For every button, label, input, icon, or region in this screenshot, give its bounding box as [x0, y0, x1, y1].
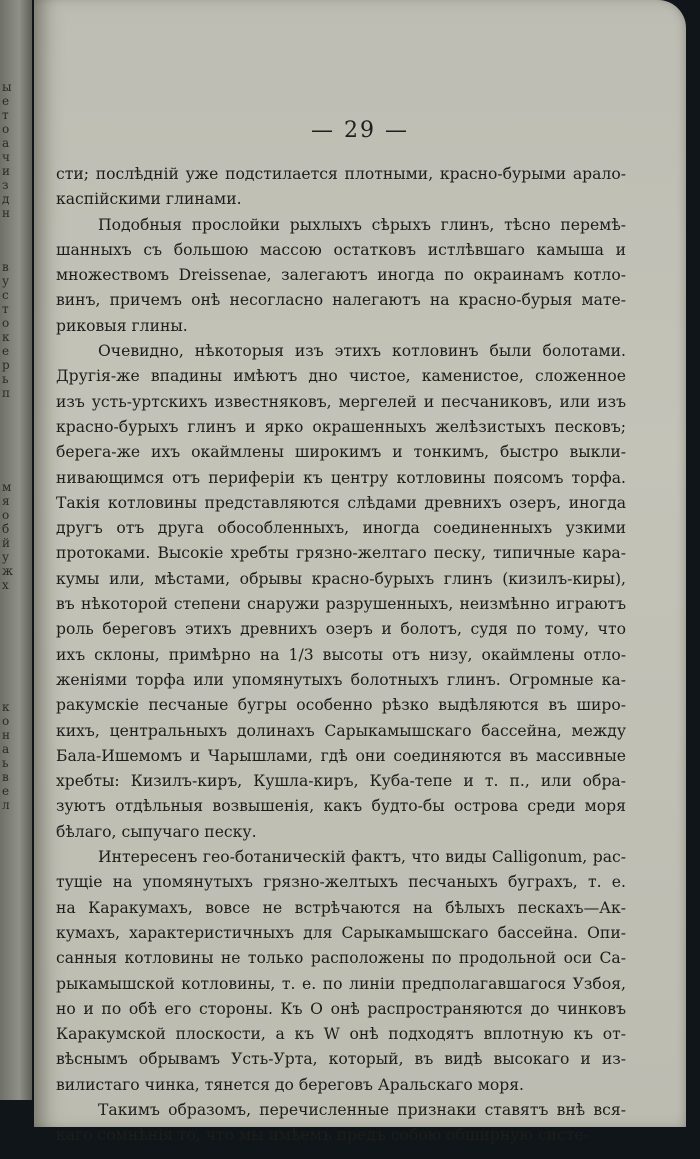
- text-line: вилистаго чинка, тянется до береговъ Аральскаго моря.: [56, 1075, 524, 1094]
- book-page: [34, 0, 686, 1145]
- page-number: — 29 —: [311, 118, 409, 143]
- text-line: кумахъ, характеристичныхъ для Сарыкамышскаго бассейна. Опи-: [56, 923, 626, 942]
- text-line: Такимъ образомъ, перечисленные признаки ставятъ внѣ вся-: [98, 1100, 626, 1119]
- paragraph: [56, 845, 626, 1098]
- text-line: Другія-же впадины имѣютъ дно чистое, каменистое, сложенное: [56, 367, 626, 386]
- text-line: красно-бурыхъ глинъ и ярко окрашенныхъ желѣзистыхъ песковъ;: [56, 417, 626, 436]
- paragraph: [56, 339, 626, 845]
- text-line: вѣснымъ обрывамъ Усть-Урта, который, въ видѣ высокаго и из-: [56, 1050, 626, 1069]
- text-line: рыкамышской котловины, т. е. по линіи предполагавшагося Узбоя,: [56, 974, 626, 993]
- text-line: хребты: Кизилъ-киръ, Кушла-киръ, Куба-тепе и т. п., или обра-: [56, 772, 626, 791]
- text-line: другъ отъ друга обособленныхъ, иногда соединенныхъ узкими: [56, 519, 626, 538]
- text-line: каспійскими глинами.: [56, 190, 242, 209]
- text-line: санныя котловины не только расположены по продольной оси Са-: [56, 949, 626, 968]
- text-line: каго сомнѣнія то, что мы имѣемъ предъ собою обширную систе-: [56, 1126, 589, 1145]
- text-line: на Каракумахъ, вовсе не встрѣчаются на бѣлыхъ пескахъ—Ак-: [56, 898, 626, 917]
- text-line: Такія котловины представляются слѣдами древнихъ озеръ, иногда: [56, 493, 626, 512]
- text-line: ихъ склоны, примѣрно на 1/3 высоты отъ низу, окаймлены отло-: [56, 645, 626, 664]
- text-line: бѣлаго, сыпучаго песку.: [56, 822, 257, 841]
- text-line: шанныхъ съ большою массою остатковъ истлѣвшаго камыша и: [56, 240, 626, 259]
- text-line: Бала-Ишемомъ и Чарышлами, гдѣ они соединяются въ массивные: [56, 746, 626, 765]
- previous-page-edge-text: ы е т о а ч и з д н: [2, 80, 12, 220]
- text-line: Каракумской плоскости, а къ W онѣ подходятъ вплотную къ от-: [56, 1025, 626, 1044]
- text-line: нивающимся отъ периферіи къ центру котловины поясомъ торфа.: [56, 468, 626, 487]
- text-line: тущіе на упомянутыхъ грязно-желтыхъ песчаныхъ буграхъ, т. е.: [56, 873, 626, 892]
- previous-page-edge-text: м я о б й у ж х: [2, 480, 14, 592]
- page-text: [56, 162, 626, 1149]
- paragraph: [56, 162, 626, 213]
- text-line: кумы или, мѣстами, обрывы красно-бурыхъ глинъ (кизилъ-киры),: [56, 569, 626, 588]
- text-line: изъ усть-уртскихъ известняковъ, мергелей и песчаниковъ, или изъ: [56, 392, 626, 411]
- text-line: женіями торфа или упомянутыхъ болотныхъ глинъ. Огромные ка-: [56, 670, 626, 689]
- text-line: Очевидно, нѣкоторыя изъ этихъ котловинъ были болотами.: [98, 342, 626, 361]
- text-line: зуютъ отдѣльныя возвышенія, какъ будто-бы острова среди моря: [56, 797, 626, 816]
- previous-page-edge: [0, 0, 32, 1100]
- text-line: кихъ, центральныхъ долинахъ Сарыкамышскаго бассейна, между: [56, 721, 626, 740]
- text-line: сти; послѣдній уже подстилается плотными, красно-бурыми арало-: [56, 165, 626, 183]
- text-line: берега-же ихъ окаймлены широкимъ и тонкимъ, быстро выкли-: [56, 443, 626, 462]
- text-line: множествомъ Dreissenae, залегаютъ иногда по окраинамъ котло-: [56, 266, 626, 285]
- text-line: Интересенъ гео-ботаническій фактъ, что виды Calligonum, рас-: [98, 848, 626, 867]
- text-line: въ нѣкоторой степени снаружи разрушенныхъ, неизмѣнно играютъ: [56, 595, 626, 614]
- text-line: риковыя глины.: [56, 316, 188, 335]
- text-line: протоками. Высокіе хребты грязно-желтаго песку, типичные кара-: [56, 544, 626, 563]
- text-line: но и по обѣ его стороны. Къ О онѣ распространяются до чинковъ: [56, 999, 626, 1018]
- previous-page-edge-text: в у с т о к е р ь п: [2, 260, 10, 400]
- previous-page-edge-text: к о н а ь в е л: [2, 700, 10, 812]
- text-line: роль береговъ этихъ древнихъ озеръ и болотъ, судя по тому, что: [56, 620, 626, 639]
- text-line: Подобныя прослойки рыхлыхъ сѣрыхъ глинъ, тѣсно перемѣ-: [98, 215, 626, 234]
- text-line: ракумскіе песчаные бугры особенно рѣзко выдѣляются въ широ-: [56, 696, 626, 715]
- paragraph: [56, 1098, 626, 1149]
- paragraph: [56, 213, 626, 339]
- text-line: винъ, причемъ онѣ несогласно налегаютъ на красно-бурыя мате-: [56, 291, 626, 310]
